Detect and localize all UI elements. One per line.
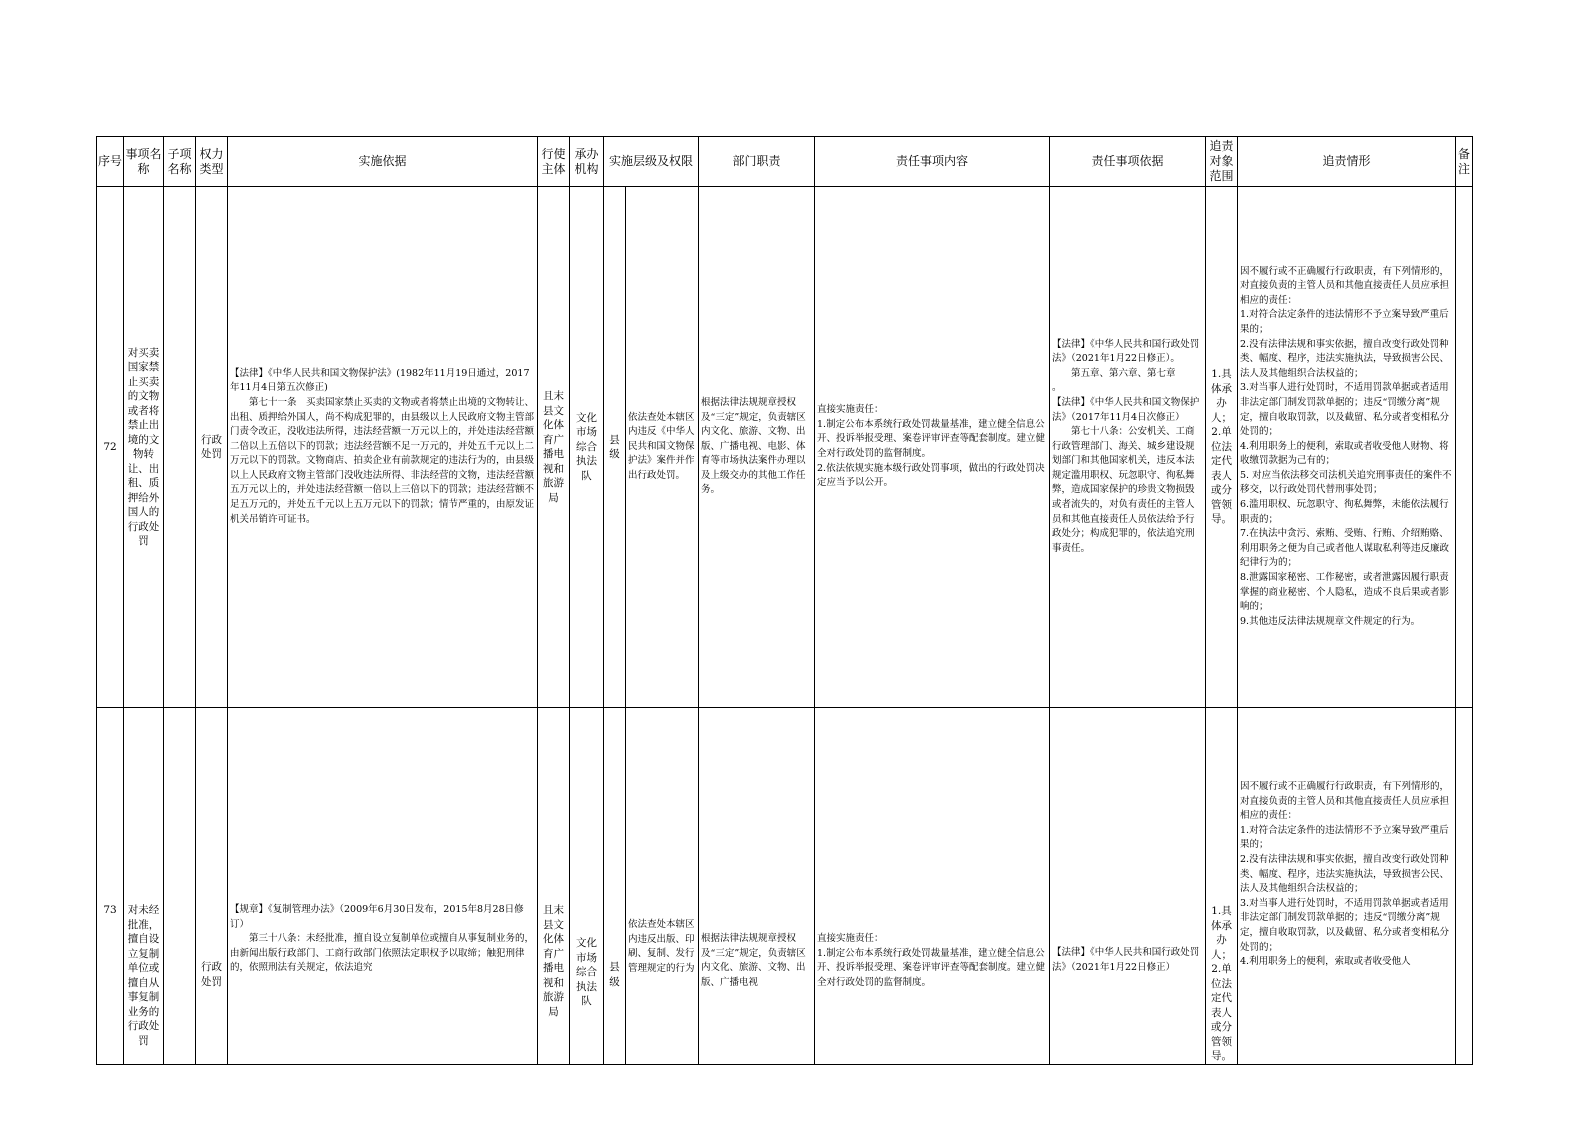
header-resp-content: 责任事项内容 — [815, 137, 1050, 187]
cell-basis — [228, 187, 538, 708]
cell-dept-duty — [699, 708, 815, 1065]
cell-item-name: 对买卖国家禁止买卖的文物或者将禁止出境的文物转让、出租、质押给外国人的行政处罚 — [124, 187, 164, 708]
scope-text: 1.具体承办人； 2.单位法定代表人或分管领导。 — [1211, 905, 1233, 1062]
cell-remark — [1456, 708, 1473, 1065]
basis-body: 第三十八条：未经批准，擅自设立复制单位或擅自从事复制业务的，由新闻出版行政部门、工商行政部门依照法定职权予以取缔；触犯刑律的，依照刑法有关规定，依法追究 — [230, 933, 535, 974]
cell-scope — [1206, 708, 1238, 1065]
cell-seq — [97, 708, 124, 1065]
cell-dept-duty: 根据法律法规规章授权及“三定”规定，负责辖区内文化、旅游、文物、出版、广播电视、电影、体育等市场执法案件办理以及上级交办的其他工作任务。 — [699, 187, 815, 708]
cell-power-type: 行政处罚 — [196, 187, 228, 708]
cell-sub-name — [164, 708, 196, 1065]
cell-undertaker: 文化市场综合执法队 — [570, 187, 604, 708]
resp-basis-line: 【法律】《中华人民共和国行政处罚法》（2021年1月22日修正）。 — [1052, 338, 1200, 365]
authority-text: 依法查处本辖区内违反出版、印刷、复制、发行管理规定的行为 — [628, 919, 695, 974]
cell-item-name — [124, 708, 164, 1065]
header-scope: 追责对象范围 — [1206, 137, 1238, 187]
cell-resp-content: 直接实施责任： 1.制定公布本系统行政处罚裁量基准，建立健全信息公开、投诉举报受理、案卷评审评查等配套制度。建立健全对行政处罚的监督制度。 2.依法依规实施本级行政处罚事项，做出的行政处罚决定应当予以公开。 — [815, 187, 1050, 708]
resp-content-text: 直接实施责任： 1.制定公布本系统行政处罚裁量基准，建立健全信息公开、投诉举报受理、案卷评审评查等配套制度。建立健全对行政处罚的监督制度。 — [817, 933, 1046, 988]
cell-seq: 72 — [97, 187, 124, 708]
cell-undertaker — [570, 708, 604, 1065]
resp-basis-line: 。 — [1052, 382, 1062, 394]
dept-duty-text: 根据法律法规规章授权及“三定”规定，负责辖区内文化、旅游、文物、出版、广播电视 — [701, 933, 806, 988]
cell-authority — [626, 708, 699, 1065]
cell-authority: 依法查处本辖区内违反《中华人民共和国文物保护法》案件并作出行政处罚。 — [626, 187, 699, 708]
power-type-text: 行政处罚 — [201, 961, 222, 988]
basis-head: 【规章】《复制管理办法》（2009年6月30日发布，2015年8月28日修订） — [230, 904, 524, 930]
seq-text: 73 — [103, 904, 117, 916]
cell-level: 县级 — [604, 187, 626, 708]
cell-subject — [538, 708, 570, 1065]
header-level: 实施层级及权限 — [604, 137, 699, 187]
basis-wrap — [230, 708, 535, 976]
table-row — [97, 708, 1473, 1065]
header-row — [97, 137, 1473, 187]
basis-body: 第七十一条 买卖国家禁止买卖的文物或者将禁止出境的文物转让、出租、质押给外国人，尚不构成犯罪的，由县级以上人民政府文物主管部门责令改正，没收违法所得，违法经营额一万元以上的，并处违法经营额二倍以上五倍以下的罚款；违法经营额不足一万元的，并处五千元以上二万元以下的罚款。文物商店、拍卖企业有前款规定的违法行为的，由县级以上人民政府文物主管部门没收违法所得、非法经营的文物，违法经营额五万元以上的，并处违法经营额一倍以上三倍以下的罚款；违法经营额不足五万元的，并处五千元以上五万元以下的罚款；情节严重的，由原发证机关吊销许可证书。 — [230, 396, 535, 525]
cell-power-type — [196, 708, 228, 1065]
cell-sub-name — [164, 187, 196, 708]
cell-circumstances — [1238, 708, 1456, 1065]
header-resp-basis: 责任事项依据 — [1050, 137, 1206, 187]
cell-basis — [228, 708, 538, 1065]
header-remark: 备注 — [1456, 137, 1473, 187]
resp-basis-line: 第七十八条：公安机关、工商行政管理部门、海关、城乡建设规划部门和其他国家机关，违反本法规定滥用职权、玩忽职守、徇私舞弊，造成国家保护的珍贵文物损毁或者流失的，对负有责任的主管人员和其他直接责任人员依法给予行政处分；构成犯罪的，依法追究刑事责任。 — [1052, 426, 1195, 554]
header-power-type: 权力类型 — [196, 137, 228, 187]
cell-circumstances: 因不履行或不正确履行行政职责，有下列情形的，对直接负责的主管人员和其他直接责任人员应承担相应的责任： 1.对符合法定条件的违法情形不予立案导致严重后果的； 2.没有法律法规和事实依据，擅自改变行政处罚种类、幅度、程序，违法实施执法，导致损害公民、法人及其他组织合法权益的； 3.对当事人进行处罚时，不适用罚款单据或者适用非法定部门制发罚款单据的；违反“罚缴分离”规定，擅自收取罚款，以及截留、私分或者变相私分处罚的； 4.利用职务上的便利，索取或者收受他人财物、将收缴罚款据为己有的； 5. 对应当依法移交司法机关追究刑事责任的案件不移交，以行政处罚代替刑事处罚； 6.滥用职权、玩忽职守、徇私舞弊，未能依法履行职责的； 7.在执法中贪污、索贿、受贿、行贿、介绍贿赂、利用职务之便为自己或者他人谋取私利等违反廉政纪律行为的； 8.泄露国家秘密、工作秘密，或者泄露因履行职责掌握的商业秘密、个人隐私，造成不良后果或者影响的； 9.其他违反法律法规规章文件规定的行为。 — [1238, 187, 1456, 708]
header-item-name: 事项名称 — [124, 137, 164, 187]
resp-basis-text: 【法律】《中华人民共和国行政处罚法》（2021年1月22日修正） — [1052, 947, 1200, 973]
table-row — [97, 187, 1473, 708]
header-dept-duty: 部门职责 — [699, 137, 815, 187]
resp-basis-line: 第五章、第六章、第七章 — [1071, 367, 1176, 379]
resp-basis-line: 【法律】《中华人民共和国文物保护法》（2017年11月4日次修正） — [1052, 396, 1200, 423]
level-text: 县级 — [609, 961, 620, 988]
document-sheet — [96, 136, 1472, 1062]
responsibility-table — [96, 136, 1473, 1065]
undertaker-text: 文化市场综合执法队 — [576, 937, 597, 1007]
cell-resp-content — [815, 708, 1050, 1065]
header-seq: 序号 — [97, 137, 124, 187]
subject-text: 且末县文化体育广播电视和旅游局 — [543, 904, 564, 1018]
header-basis: 实施依据 — [228, 137, 538, 187]
cell-subject: 且末县文化体育广播电视和旅游局 — [538, 187, 570, 708]
cell-resp-basis — [1050, 708, 1206, 1065]
header-undertaker: 承办机构 — [570, 137, 604, 187]
basis-head: 【法律】《中华人民共和国文物保护法》(1982年11月19日通过，2017年11月4日第五次修正) — [230, 367, 530, 394]
cell-level — [604, 708, 626, 1065]
header-subject: 行使主体 — [538, 137, 570, 187]
item-name-text: 对未经批准，擅自设立复制单位或擅自从事复制业务的行政处罚 — [127, 904, 160, 1047]
cell-resp-basis — [1050, 187, 1206, 708]
header-circumstances: 追责情形 — [1238, 137, 1456, 187]
cell-scope: 1.具体承办人； 2.单位法定代表人或分管领导。 — [1206, 187, 1238, 708]
circumstances-text: 因不履行或不正确履行行政职责，有下列情形的，对直接负责的主管人员和其他直接责任人员应承担相应的责任： 1.对符合法定条件的违法情形不予立案导致严重后果的； 2.没有法律法规和事实依据，擅自改变行政处罚种类、幅度、程序，违法实施执法，导致损害公民、法人及其他组织合法权益的； 3.对当事人进行处罚时，不适用罚款单据或者适用非法定部门制发罚款单据的；违反“罚缴分离”规定，擅自收取罚款，以及截留、私分或者变相私分处罚的； 4.利用职务上的便利，索取或者收受他人 — [1240, 781, 1450, 968]
header-sub-name: 子项名称 — [164, 137, 196, 187]
cell-remark — [1456, 187, 1473, 708]
